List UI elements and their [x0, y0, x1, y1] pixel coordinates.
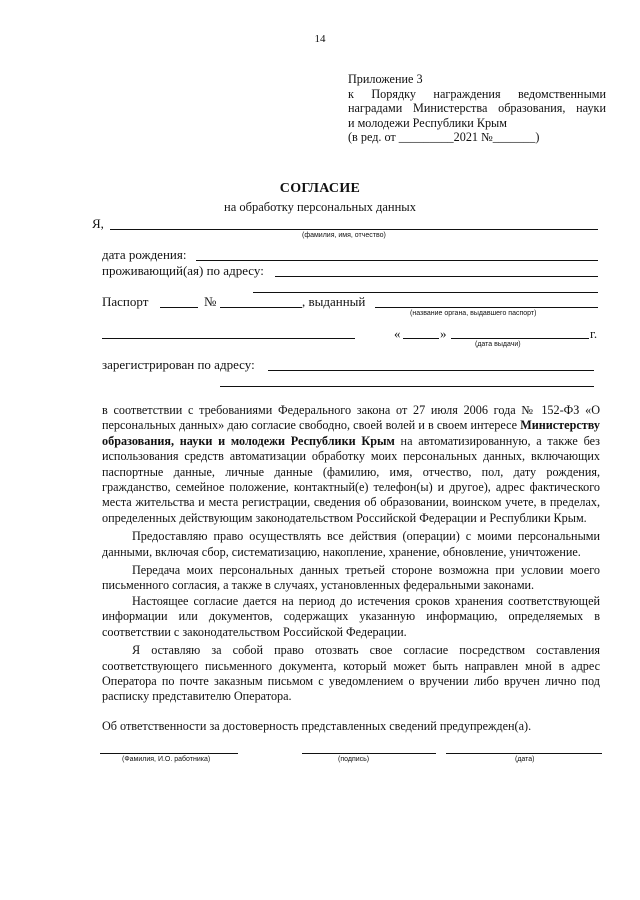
passport-issuer-line-2[interactable]: [102, 338, 355, 339]
quote-close: »: [440, 326, 447, 341]
issuer-caption: (название органа, выдавшего паспорт): [410, 310, 537, 317]
appendix-line: Приложение 3: [348, 72, 423, 86]
page-number: 14: [314, 33, 326, 45]
fio-field-line[interactable]: [110, 229, 598, 230]
passport-issued-label: , выданный: [302, 294, 366, 309]
passport-number-label: №: [204, 294, 217, 309]
document-title: СОГЛАСИЕ: [279, 181, 361, 196]
paragraph-3: Передача моих персональных данных третьей стороне возможна при условии моего письменного согласия, а также в случаях, установленных федеральными законами.: [102, 563, 600, 593]
paragraph-4: Настоящее согласие дается на период до истечения сроков хранения соответствующей информации или документов, содержащих указанную информацию, определяемых в соответствии с законодательством Российской Федерации.: [102, 593, 600, 639]
issue-date-caption: (дата выдачи): [475, 341, 521, 348]
responsibility-statement: Об ответственности за достоверность представленных сведений предупрежден(а).: [102, 719, 532, 733]
consent-body: [102, 403, 600, 705]
address-label: проживающий(ая) по адресу:: [102, 263, 264, 278]
paragraph-1-rest: на автоматизированную, а также без использования средств автоматизации обработку моих персональных данных, включающих паспортные данные, личные данные (фамилию, имя, отчество, пол, дату рождения, гражданство, семейное положение, контактный(е) телефон(ы) и другое), адрес фактического места жительства и места регистрации, сведения об образовании, воинском учете, в пределах, определенных действующим законодательством Российской Федерации и Республики Крым.: [102, 433, 600, 525]
signature-line[interactable]: [302, 753, 436, 754]
registered-field-line-2[interactable]: [220, 386, 594, 387]
appendix-line: (в ред. от _________2021 №_______): [348, 130, 540, 144]
date-line[interactable]: [446, 753, 602, 754]
paragraph-1-intro: в соответствии с требованиями Федерального закона от 27 июля 2006 года № 152-ФЗ «О персональных данных» даю согласие свободно, своей волей и в своем интересе: [102, 403, 600, 433]
address-field-line-2[interactable]: [253, 292, 598, 293]
issue-day-line[interactable]: [403, 338, 439, 339]
appendix-line: наградами Министерства образования, науки: [348, 101, 606, 115]
paragraph-5: Я оставляю за собой право отозвать свое согласие посредством составления соответствующего письменного документа, который может быть направлен мной в адрес Оператора по почте заказным письмом с уведомлением о вручении либо вручен лично под расписку представителю Оператора.: [102, 643, 600, 704]
ministry-name: Министерству образования, науки и молодежи Республики Крым: [102, 418, 601, 448]
worker-name-caption: (Фамилия, И.О. работника): [122, 756, 211, 763]
worker-name-line[interactable]: [100, 753, 238, 754]
birth-date-label: дата рождения:: [102, 247, 187, 262]
quote-open: «: [394, 326, 401, 341]
date-caption: (дата): [515, 756, 535, 763]
signature-caption: (подпись): [338, 756, 370, 763]
registered-field-line[interactable]: [268, 370, 594, 371]
appendix-line: и молодежи Республики Крым: [348, 115, 507, 130]
birth-date-field-line[interactable]: [196, 260, 598, 261]
paragraph-1: [102, 403, 600, 526]
paragraph-2: Предоставляю право осуществлять все действия (операции) с моими персональными данными, включая сбор, систематизацию, накопление, хранение, обновление, уничтожение.: [102, 529, 600, 559]
appendix-line: к Порядку награждения ведомственными: [348, 86, 606, 101]
passport-label: Паспорт: [102, 294, 149, 309]
passport-series-line[interactable]: [160, 307, 198, 308]
passport-number-line[interactable]: [220, 307, 302, 308]
passport-issuer-line[interactable]: [375, 307, 598, 308]
appendix-header: [348, 72, 606, 145]
document-subtitle: на обработку персональных данных: [224, 200, 416, 214]
i-label: Я,: [92, 216, 104, 231]
year-suffix: г.: [590, 326, 598, 341]
address-field-line[interactable]: [275, 276, 598, 277]
issue-month-year-line[interactable]: [451, 338, 589, 339]
registered-label: зарегистрирован по адресу:: [102, 357, 255, 372]
fio-caption: (фамилия, имя, отчество): [302, 232, 386, 239]
